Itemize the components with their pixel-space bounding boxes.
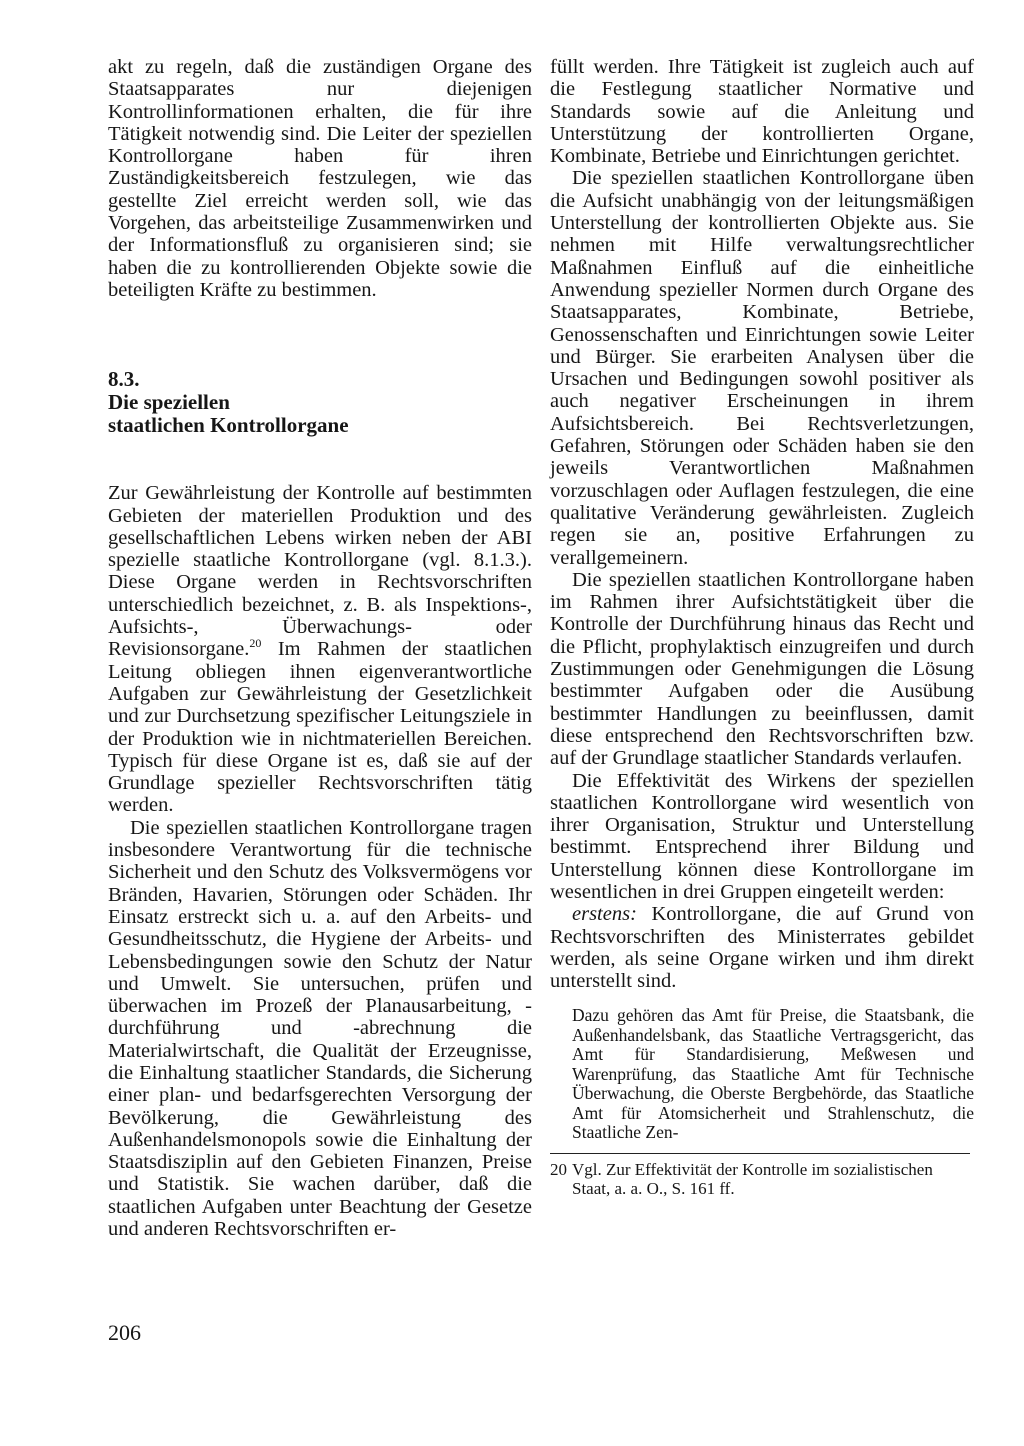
section-number: 8.3. bbox=[108, 367, 140, 392]
footnote-text: Vgl. Zur Effektivität der Kontrolle im sozialistischen Staat, a. a. O., S. 161 ff. bbox=[572, 1159, 933, 1199]
footnote-divider bbox=[550, 1153, 970, 1154]
page-number: 206 bbox=[108, 1320, 141, 1345]
enumeration-label: erstens: bbox=[572, 903, 637, 926]
footnote-reference[interactable]: 20 bbox=[249, 636, 262, 651]
small-print-note: Dazu gehören das Amt für Preise, die Staatsbank, die Außenhandelsbank, das Staatliche Vertragsgericht, das Amt für Standardisierung, Meßwesen und Warenprüfung, das Staatliche Amt für Technische Überwachung, die Oberste Bergbehörde, das Staatliche Amt für Atomsicherheit und Strahlenschutz, die Staatliche Zen- bbox=[572, 1005, 974, 1143]
paragraph: Die speziellen staatlichen Kontrollorgane üben die Aufsicht unabhängig von der leitungsmäßigen Unterstellung der kontrollierten Objekte aus. Sie nehmen mit Hilfe verwaltungsrechtlicher Maßnahmen Einfluß auf die einheitliche Anwendung spezieller Normen durch Organe des Staatsapparates, Kombinate, Betriebe, Genossenschaften und Einrichtungen sowie Leiter und Bürger. Sie erarbeiten Analysen über die Ursachen und Bedingungen sowohl positiver als auch negativer Erscheinungen in ihrem Aufsichtsbereich. Bei Rechtsverletzungen, Gefahren, Störungen oder Schäden haben sie den jeweils Verantwortlichen Maßnahmen vorzuschlagen oder Auflagen festzulegen, die eine qualitative Veränderung gewährleisten. Zugleich regen sie an, positive Erfahrungen zu verallgemeinern. bbox=[550, 167, 974, 569]
footnote bbox=[550, 1160, 974, 1199]
section-title-line-2: staatlichen Kontrollorgane bbox=[108, 413, 349, 438]
section-title-line-1: Die speziellen bbox=[108, 390, 230, 415]
left-column bbox=[108, 56, 532, 1240]
footnote-number: 20 bbox=[550, 1159, 567, 1179]
paragraph-continuation: füllt werden. Ihre Tätigkeit ist zugleich auch auf die Festlegung staatlicher Normative und Standards sowie auf die Anleitung und Unterstützung der kontrollierten Organe, Kombinate, Betriebe und Einrichtungen gerichtet. bbox=[550, 56, 974, 168]
right-column bbox=[550, 56, 974, 1199]
paragraph: Zur Gewährleistung der Kontrolle auf bestimmten Gebieten der materiellen Produktion und des gesellschaftlichen Lebens wirken neben der ABI spezielle staatliche Kontrollorgane (vgl. 8.1.3.). Diese Organe werden in Rechtsvorschriften unterschiedlich bezeichnet, z. B. als Inspektions-, Aufsichts-, Überwachungs- oder Revisionsorgane.$^{20}$ Im Rahmen der staatlichen Leitung obliegen ihnen eigenverantwortliche Aufgaben zur Gewährleistung der Gesetzlichkeit und zur Durchsetzung spezifischer Leitungsziele in der Produktion wie in nichtmateriellen Bereichen. Typisch für diese Organe ist es, daß sie auf der Grundlage spezieller Rechtsvorschriften tätig werden. bbox=[108, 482, 532, 817]
paragraph: erstens: Kontrollorgane, die auf Grund von Rechtsvorschriften des Ministerrates gebildet werden, als seine Organe wirken und ihm direkt unterstellt sind. bbox=[550, 903, 974, 993]
paragraph: Die Effektivität des Wirkens der speziellen staatlichen Kontrollorgane wird wesentlich von ihrer Organisation, Struktur und Unterstellung bestimmt. Entsprechend ihrer Bildung und Unterstellung können diese Kontrollorgane im wesentlichen in drei Gruppen eingeteilt werden: bbox=[550, 769, 974, 903]
paragraph: Die speziellen staatlichen Kontrollorgane tragen insbesondere Verantwortung für die technische Sicherheit und den Schutz des Volksvermögens vor Bränden, Havarien, Störungen oder Schäden. Ihr Einsatz erstreckt sich u. a. auf den Arbeits- und Gesundheitsschutz, die Hygiene der Arbeits- und Lebensbedingungen sowie den Schutz der Natur und Umwelt. Sie untersuchen, prüfen und überwachen im Prozeß der Planausarbeitung, -durchführung und -abrechnung die Materialwirtschaft, die Qualität der Erzeugnisse, die Einhaltung staatlicher Standards, die Sicherung einer plan- und bedarfsgerechten Versorgung der Bevölkerung, die Gewährleistung des Außenhandelsmonopols sowie die Einhaltung der Staatsdisziplin auf den Gebieten Finanzen, Preise und Statistik. Sie wachen darüber, daß die staatlichen Aufgaben unter Beachtung der Gesetze und anderen Rechtsvorschriften er- bbox=[108, 816, 532, 1241]
paragraph-continuation: akt zu regeln, daß die zuständigen Organe des Staatsapparates nur diejenigen Kontrollinformationen erhalten, die für ihre Tätigkeit notwendig sind. Die Leiter der speziellen Kontrollorgane haben für ihren Zuständigkeitsbereich festzulegen, wie das gestellte Ziel erreicht werden soll, wie das Vorgehen, das arbeitsteilige Zusammenwirken und der Informationsfluß zu organisieren sind; sie haben die zu kontrollierenden Objekte sowie die beteiligten Kräfte zu bestimmen. bbox=[108, 56, 532, 301]
paragraph: Die speziellen staatlichen Kontrollorgane haben im Rahmen ihrer Aufsichtstätigkeit über die Kontrolle der Durchführung hinaus das Recht und die Pflicht, prophylaktisch einzugreifen und durch Zustimmungen oder Genehmigungen die Lösung bestimmter Aufgaben oder die Ausübung bestimmter Handlungen zu beeinflussen, damit diese entsprechend den Rechtsvorschriften bzw. auf der Grundlage staatlicher Standards verlaufen. bbox=[550, 568, 974, 770]
